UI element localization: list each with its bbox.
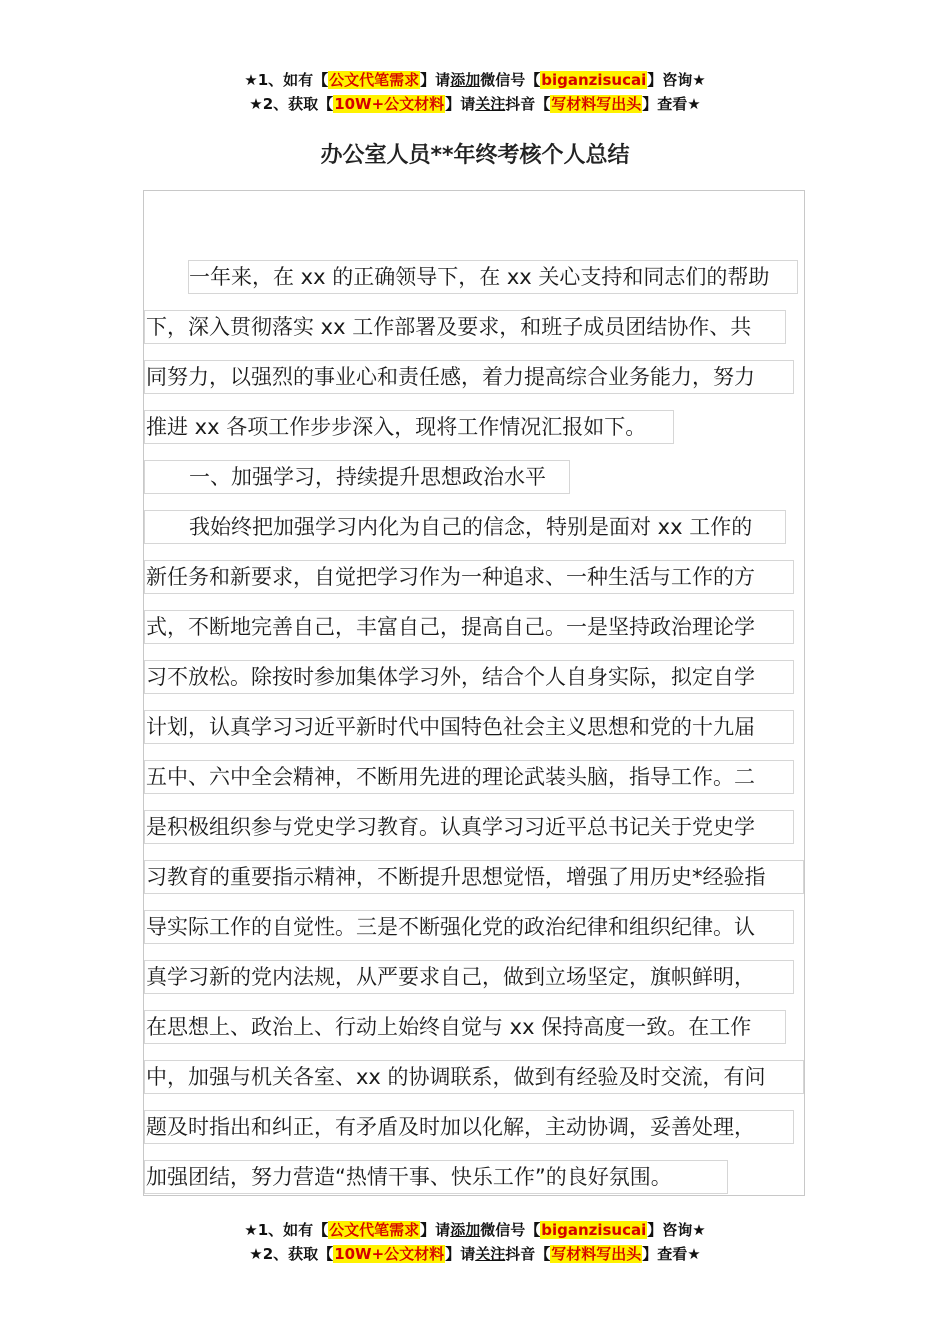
section-heading: 一、加强学习，持续提升思想政治水平 [144,460,570,494]
banner-wechat-id: biganzisucai [541,71,647,89]
banner-douyin-id: 写材料写出头 [551,1245,642,1263]
banner-line-1: ★1、如有【公文代笔需求】请添加微信号【biganzisucai】咨询★ [244,71,706,89]
paragraph-line: 式，不断地完善自己，丰富自己，提高自己。一是坚持政治理论学 [144,610,794,644]
paragraph-line: 真学习新的党内法规，从严要求自己，做到立场坚定，旗帜鲜明， [144,960,794,994]
banner-wechat-id: biganzisucai [541,1221,647,1239]
paragraph-line: 加强团结，努力营造“热情干事、快乐工作”的良好氛围。 [144,1160,728,1194]
paragraph-line: 五中、六中全会精神，不断用先进的理论武装头脑，指导工作。二 [144,760,794,794]
banner-highlight: 10W+公文材料 [334,95,445,113]
banner-line-2: ★2、获取【10W+公文材料】请关注抖音【写材料写出头】查看★ [249,95,701,113]
paragraph-line: 题及时指出和纠正，有矛盾及时加以化解，主动协调，妥善处理， [144,1110,794,1144]
page-title: 办公室人员**年终考核个人总结 [320,143,630,168]
paragraph-line: 导实际工作的自觉性。三是不断强化党的政治纪律和组织纪律。认 [144,910,794,944]
header-banner [0,68,950,116]
paragraph-line: 中，加强与机关各室、xx 的协调联系，做到有经验及时交流，有问 [144,1060,804,1094]
footer-banner [0,1218,950,1266]
banner-line-1: ★1、如有【公文代笔需求】请添加微信号【biganzisucai】咨询★ [244,1221,706,1239]
paragraph-line: 习教育的重要指示精神，不断提升思想觉悟，增强了用历史*经验指 [144,860,804,894]
banner-highlight: 公文代笔需求 [329,1221,420,1239]
paragraph-line: 同努力，以强烈的事业心和责任感，着力提高综合业务能力，努力 [144,360,794,394]
paragraph-line: 计划，认真学习习近平新时代中国特色社会主义思想和党的十九届 [144,710,794,744]
banner-highlight: 10W+公文材料 [334,1245,445,1263]
banner-line-2: ★2、获取【10W+公文材料】请关注抖音【写材料写出头】查看★ [249,1245,701,1263]
paragraph-line: 下，深入贯彻落实 xx 工作部署及要求，和班子成员团结协作、共 [144,310,786,344]
paragraph-line: 推进 xx 各项工作步步深入，现将工作情况汇报如下。 [144,410,674,444]
banner-douyin-id: 写材料写出头 [551,95,642,113]
paragraph-line: 是积极组织参与党史学习教育。认真学习习近平总书记关于党史学 [144,810,794,844]
paragraph-line: 习不放松。除按时参加集体学习外，结合个人自身实际，拟定自学 [144,660,794,694]
paragraph-line: 新任务和新要求，自觉把学习作为一种追求、一种生活与工作的方 [144,560,794,594]
paragraph-line: 我始终把加强学习内化为自己的信念，特别是面对 xx 工作的 [144,510,786,544]
banner-highlight: 公文代笔需求 [329,71,420,89]
paragraph-line: 在思想上、政治上、行动上始终自觉与 xx 保持高度一致。在工作 [144,1010,786,1044]
paragraph-line: 一年来，在 xx 的正确领导下，在 xx 关心支持和同志们的帮助 [188,260,798,294]
